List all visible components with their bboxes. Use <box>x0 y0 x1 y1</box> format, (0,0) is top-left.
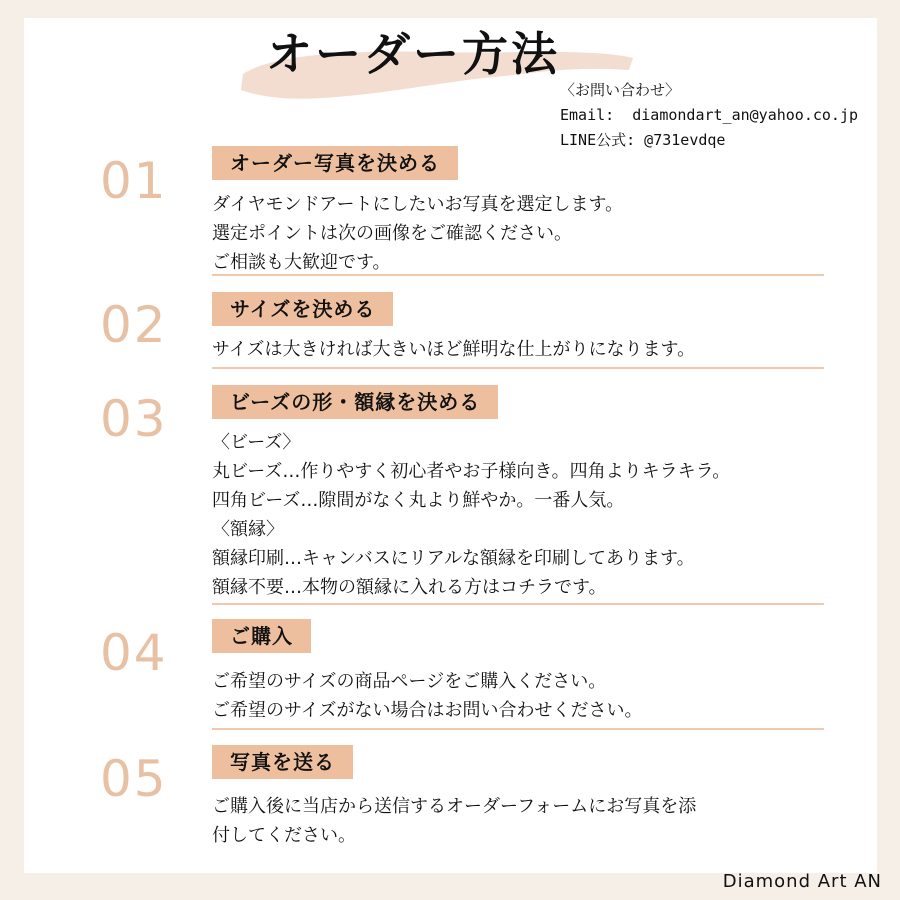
step-heading: サイズを決める <box>212 292 393 326</box>
step-number: 03 <box>100 390 168 448</box>
step-number: 04 <box>100 624 168 682</box>
step-number: 01 <box>100 152 168 210</box>
contact-email[interactable]: Email: diamondart_an@yahoo.co.jp <box>560 106 859 124</box>
step-body <box>212 428 730 602</box>
step-number: 05 <box>100 750 168 808</box>
divider <box>212 274 824 276</box>
step-heading: オーダー写真を決める <box>212 146 458 180</box>
step-text-line: ご希望のサイズの商品ページをご購入ください。 <box>212 671 607 692</box>
step-text-line: ご相談も大歓迎です。 <box>212 252 391 273</box>
step-body <box>212 335 695 364</box>
step-text-line: 四角ビーズ…隙間がなく丸より鮮やか。一番人気。 <box>212 490 625 511</box>
step-text-line: 丸ビーズ…作りやすく初心者やお子様向き。四角よりキラキラ。 <box>212 461 731 482</box>
step-text-line: ダイヤモンドアートにしたいお写真を選定します。 <box>212 194 624 215</box>
divider <box>212 603 824 605</box>
step-text-line: ご希望のサイズがない場合はお問い合わせください。 <box>212 700 643 721</box>
step-text-line: 額縁不要…本物の額縁に入れる方はコチラです。 <box>212 577 607 598</box>
step-heading: ご購入 <box>212 619 311 653</box>
contact-line[interactable]: LINE公式: @731evdqe <box>560 131 726 149</box>
step-heading: ビーズの形・額縁を決める <box>212 385 498 419</box>
brand-footer: Diamond Art AN <box>722 871 882 892</box>
contact-heading: 〈お問い合わせ〉 <box>560 81 681 99</box>
page-title: オーダー方法 <box>266 27 560 81</box>
step-text-line: 〈ビーズ〉 <box>212 432 301 453</box>
divider <box>212 728 824 730</box>
divider <box>212 367 824 369</box>
step-number: 02 <box>100 296 168 354</box>
step-text-line: 付してください。 <box>212 825 356 846</box>
step-body <box>212 792 696 850</box>
step-text-line: サイズは大きければ大きいほど鮮明な仕上がりになります。 <box>212 339 696 360</box>
step-heading: 写真を送る <box>212 745 353 779</box>
contact-info <box>560 78 858 153</box>
step-body <box>212 190 623 277</box>
step-text-line: ご購入後に当店から送信するオーダーフォームにお写真を添 <box>212 796 697 817</box>
step-text-line: 選定ポイントは次の画像をご確認ください。 <box>212 223 572 244</box>
step-text-line: 〈額縁〉 <box>212 519 284 540</box>
step-body <box>212 667 643 725</box>
step-text-line: 額縁印刷…キャンバスにリアルな額縁を印刷してあります。 <box>212 548 695 569</box>
